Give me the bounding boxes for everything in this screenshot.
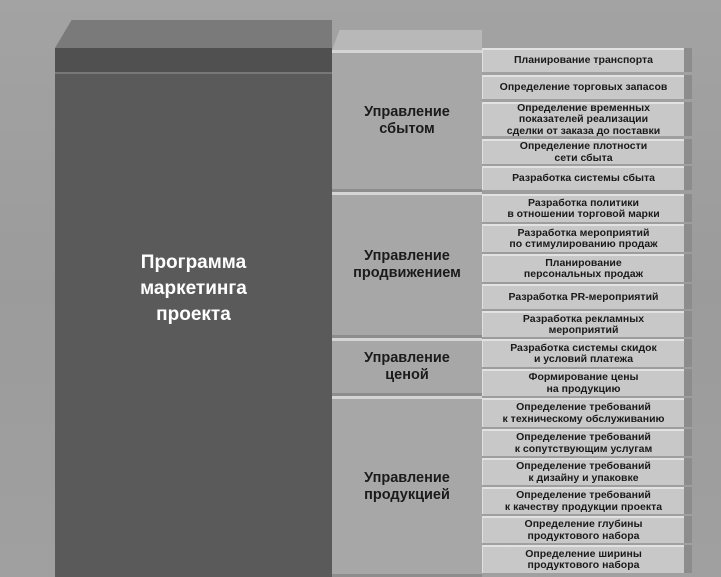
- task-side: [684, 194, 692, 222]
- task-promotion-3: Разработка PR-мероприятий: [482, 284, 684, 309]
- group-column-top: [332, 30, 482, 50]
- task-side: [684, 458, 692, 485]
- group-promotion: [332, 192, 482, 338]
- task-side: [684, 369, 692, 396]
- task-side: [684, 48, 692, 72]
- task-sales-0: Планирование транспорта: [482, 48, 684, 72]
- task-side: [684, 254, 692, 282]
- task-product-2: Определение требований к дизайну и упаковке: [482, 458, 684, 485]
- task-side: [684, 75, 692, 99]
- task-side: [684, 139, 692, 164]
- task-product-4: Определение глубины продуктового набора: [482, 516, 684, 543]
- task-side: [684, 166, 692, 190]
- task-side: [684, 398, 692, 427]
- task-side: [684, 224, 692, 252]
- program-label: Программа маркетинга проекта: [140, 252, 247, 325]
- group-promotion-label: Управление продвижением: [353, 248, 461, 281]
- task-product-5: Определение ширины продуктового набора: [482, 545, 684, 573]
- task-sales-3: Определение плотности сети сбыта: [482, 139, 684, 164]
- task-sales-4: Разработка системы сбыта: [482, 166, 684, 190]
- program-block-band: [55, 48, 332, 74]
- task-promotion-1: Разработка мероприятий по стимулированию продаж: [482, 224, 684, 252]
- task-side: [684, 429, 692, 456]
- group-product-label: Управление продукцией: [364, 469, 450, 503]
- task-side: [684, 545, 692, 573]
- task-product-3: Определение требований к качеству продукции проекта: [482, 487, 684, 514]
- task-side: [684, 102, 692, 136]
- task-promotion-0: Разработка политики в отношении торговой марки: [482, 194, 684, 222]
- task-side: [684, 487, 692, 514]
- program-block-top: [55, 20, 332, 48]
- group-price-label: Управление ценой: [364, 350, 450, 383]
- group-sales: [332, 50, 482, 192]
- group-price: [332, 338, 482, 396]
- task-sales-2: Определение временных показателей реализации сделки от заказа до поставки: [482, 102, 684, 136]
- task-sales-1: Определение торговых запасов: [482, 75, 684, 99]
- group-sales-label: Управление сбытом: [364, 104, 450, 137]
- group-product: [332, 396, 482, 577]
- task-side: [684, 284, 692, 309]
- task-side: [684, 516, 692, 543]
- task-price-0: Разработка системы скидок и условий платежа: [482, 339, 684, 367]
- task-promotion-4: Разработка рекламных мероприятий: [482, 311, 684, 337]
- task-price-1: Формирование цены на продукцию: [482, 369, 684, 396]
- task-side: [684, 311, 692, 337]
- task-promotion-2: Планирование персональных продаж: [482, 254, 684, 282]
- task-side: [684, 339, 692, 367]
- task-product-0: Определение требований к техническому обслуживанию: [482, 398, 684, 427]
- task-product-1: Определение требований к сопутствующим услугам: [482, 429, 684, 456]
